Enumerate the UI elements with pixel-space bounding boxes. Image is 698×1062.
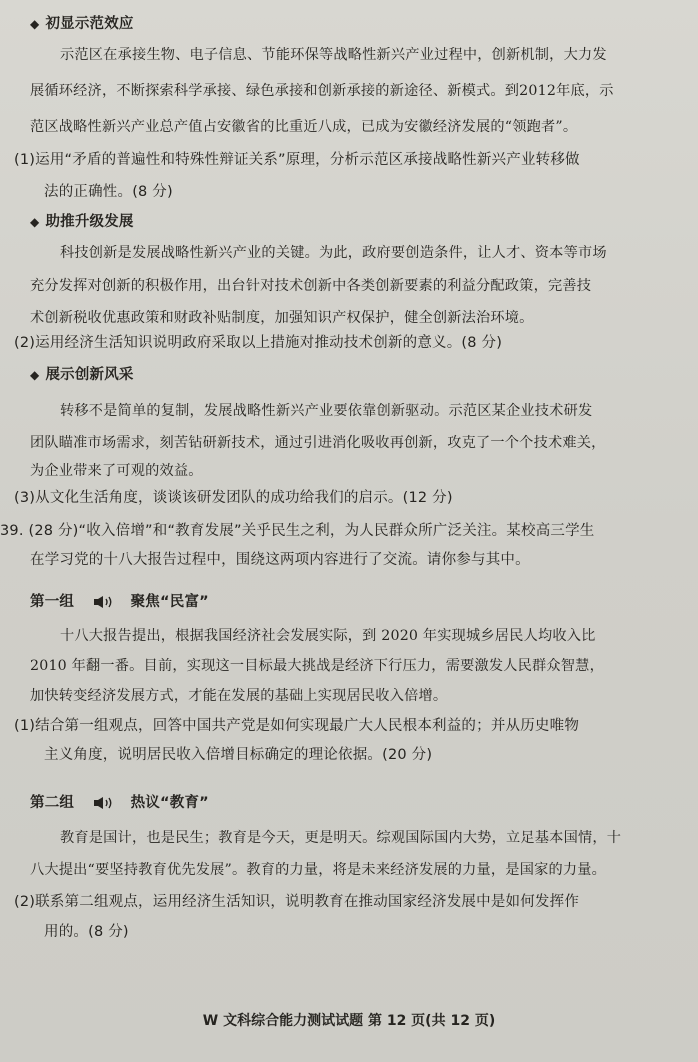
page-footer: W 文科综合能力测试试题 第 12 页(共 12 页) (202, 1013, 496, 1029)
paragraph-line: 充分发挥对创新的积极作用，出台针对技术创新中各类创新要素的利益分配政策，完善技 (30, 278, 592, 294)
section-heading: ◆ 助推升级发展 (30, 214, 134, 230)
diamond-icon: ◆ (30, 17, 40, 31)
question-line: (2)联系第二组观点，运用经济生活知识，说明教育在推动国家经济发展中是如何发挥作 (14, 894, 580, 910)
paragraph-line: 为企业带来了可观的效益。 (30, 463, 203, 479)
question-line: (3)从文化生活角度，谈谈该研发团队的成功给我们的启示。(12 分) (14, 490, 453, 506)
question-line: 法的正确性。(8 分) (44, 184, 173, 200)
paragraph-line: 团队瞄准市场需求，刻苦钻研新技术，通过引进消化吸收再创新，攻克了一个个技术难关， (30, 435, 606, 451)
question-line: (2)运用经济生活知识说明政府采取以上措施对推动技术创新的意义。(8 分) (14, 335, 503, 351)
section-heading: ◆ 初显示范效应 (30, 16, 134, 32)
question-line: 主义角度，说明居民收入倍增目标确定的理论依据。(20 分) (44, 747, 433, 763)
paragraph-line: 示范区在承接生物、电子信息、节能环保等战略性新兴产业过程中，创新机制，大力发 (60, 47, 607, 63)
paragraph-line: 十八大报告提出，根据我国经济社会发展实际，到 2020 年实现城乡居民人均收入比 (60, 628, 596, 644)
paragraph-line: 术创新税收优惠政策和财政补贴制度，加强知识产权保护，健全创新法治环境。 (30, 310, 534, 326)
question-line: (1)结合第一组观点，回答中国共产党是如何实现最广大人民根本利益的；并从历史唯物 (14, 718, 580, 734)
diamond-icon: ◆ (30, 368, 40, 382)
paragraph-line: 转移不是简单的复制，发展战略性新兴产业要依靠创新驱动。示范区某企业技术研发 (60, 403, 593, 419)
question-line: 用的。(8 分) (44, 924, 129, 940)
paragraph-line: 展循环经济，不断探索科学承接、绿色承接和创新承接的新途径、新模式。到2012年底，示 (30, 83, 614, 99)
question-39-line: 39. (28 分)“收入倍增”和“教育发展”关乎民生之利，为人民群众所广泛关注。某校高三学生 (0, 523, 595, 539)
paragraph-line: 教育是国计，也是民生；教育是今天，更是明天。综观国际国内大势，立足基本国情，十 (60, 830, 622, 846)
section-heading: ◆ 展示创新风采 (30, 367, 134, 383)
group-heading: 第二组 热议“教育” (30, 795, 209, 811)
paragraph-line: 加快转变经济发展方式，才能在发展的基础上实现居民收入倍增。 (30, 688, 448, 704)
paragraph-line: 科技创新是发展战略性新兴产业的关键。为此，政府要创造条件，让人才、资本等市场 (60, 245, 607, 261)
paragraph-line: 八大提出“要坚持教育优先发展”。教育的力量，将是未来经济发展的力量，是国家的力量。 (30, 862, 607, 878)
question-39-line: 在学习党的十八大报告过程中，围绕这两项内容进行了交流。请你参与其中。 (30, 552, 530, 568)
speaker-icon (93, 796, 115, 810)
question-line: (1)运用“矛盾的普遍性和特殊性辩证关系”原理，分析示范区承接战略性新兴产业转移做 (14, 152, 580, 168)
paragraph-line: 2010 年翻一番。目前，实现这一目标最大挑战是经济下行压力，需要激发人民群众智慧， (30, 658, 604, 674)
paragraph-line: 范区战略性新兴产业总产值占安徽省的比重近八成，已成为安徽经济发展的“领跑者”。 (30, 119, 578, 135)
speaker-icon (93, 595, 115, 609)
diamond-icon: ◆ (30, 215, 40, 229)
group-heading: 第一组 聚焦“民富” (30, 594, 209, 610)
